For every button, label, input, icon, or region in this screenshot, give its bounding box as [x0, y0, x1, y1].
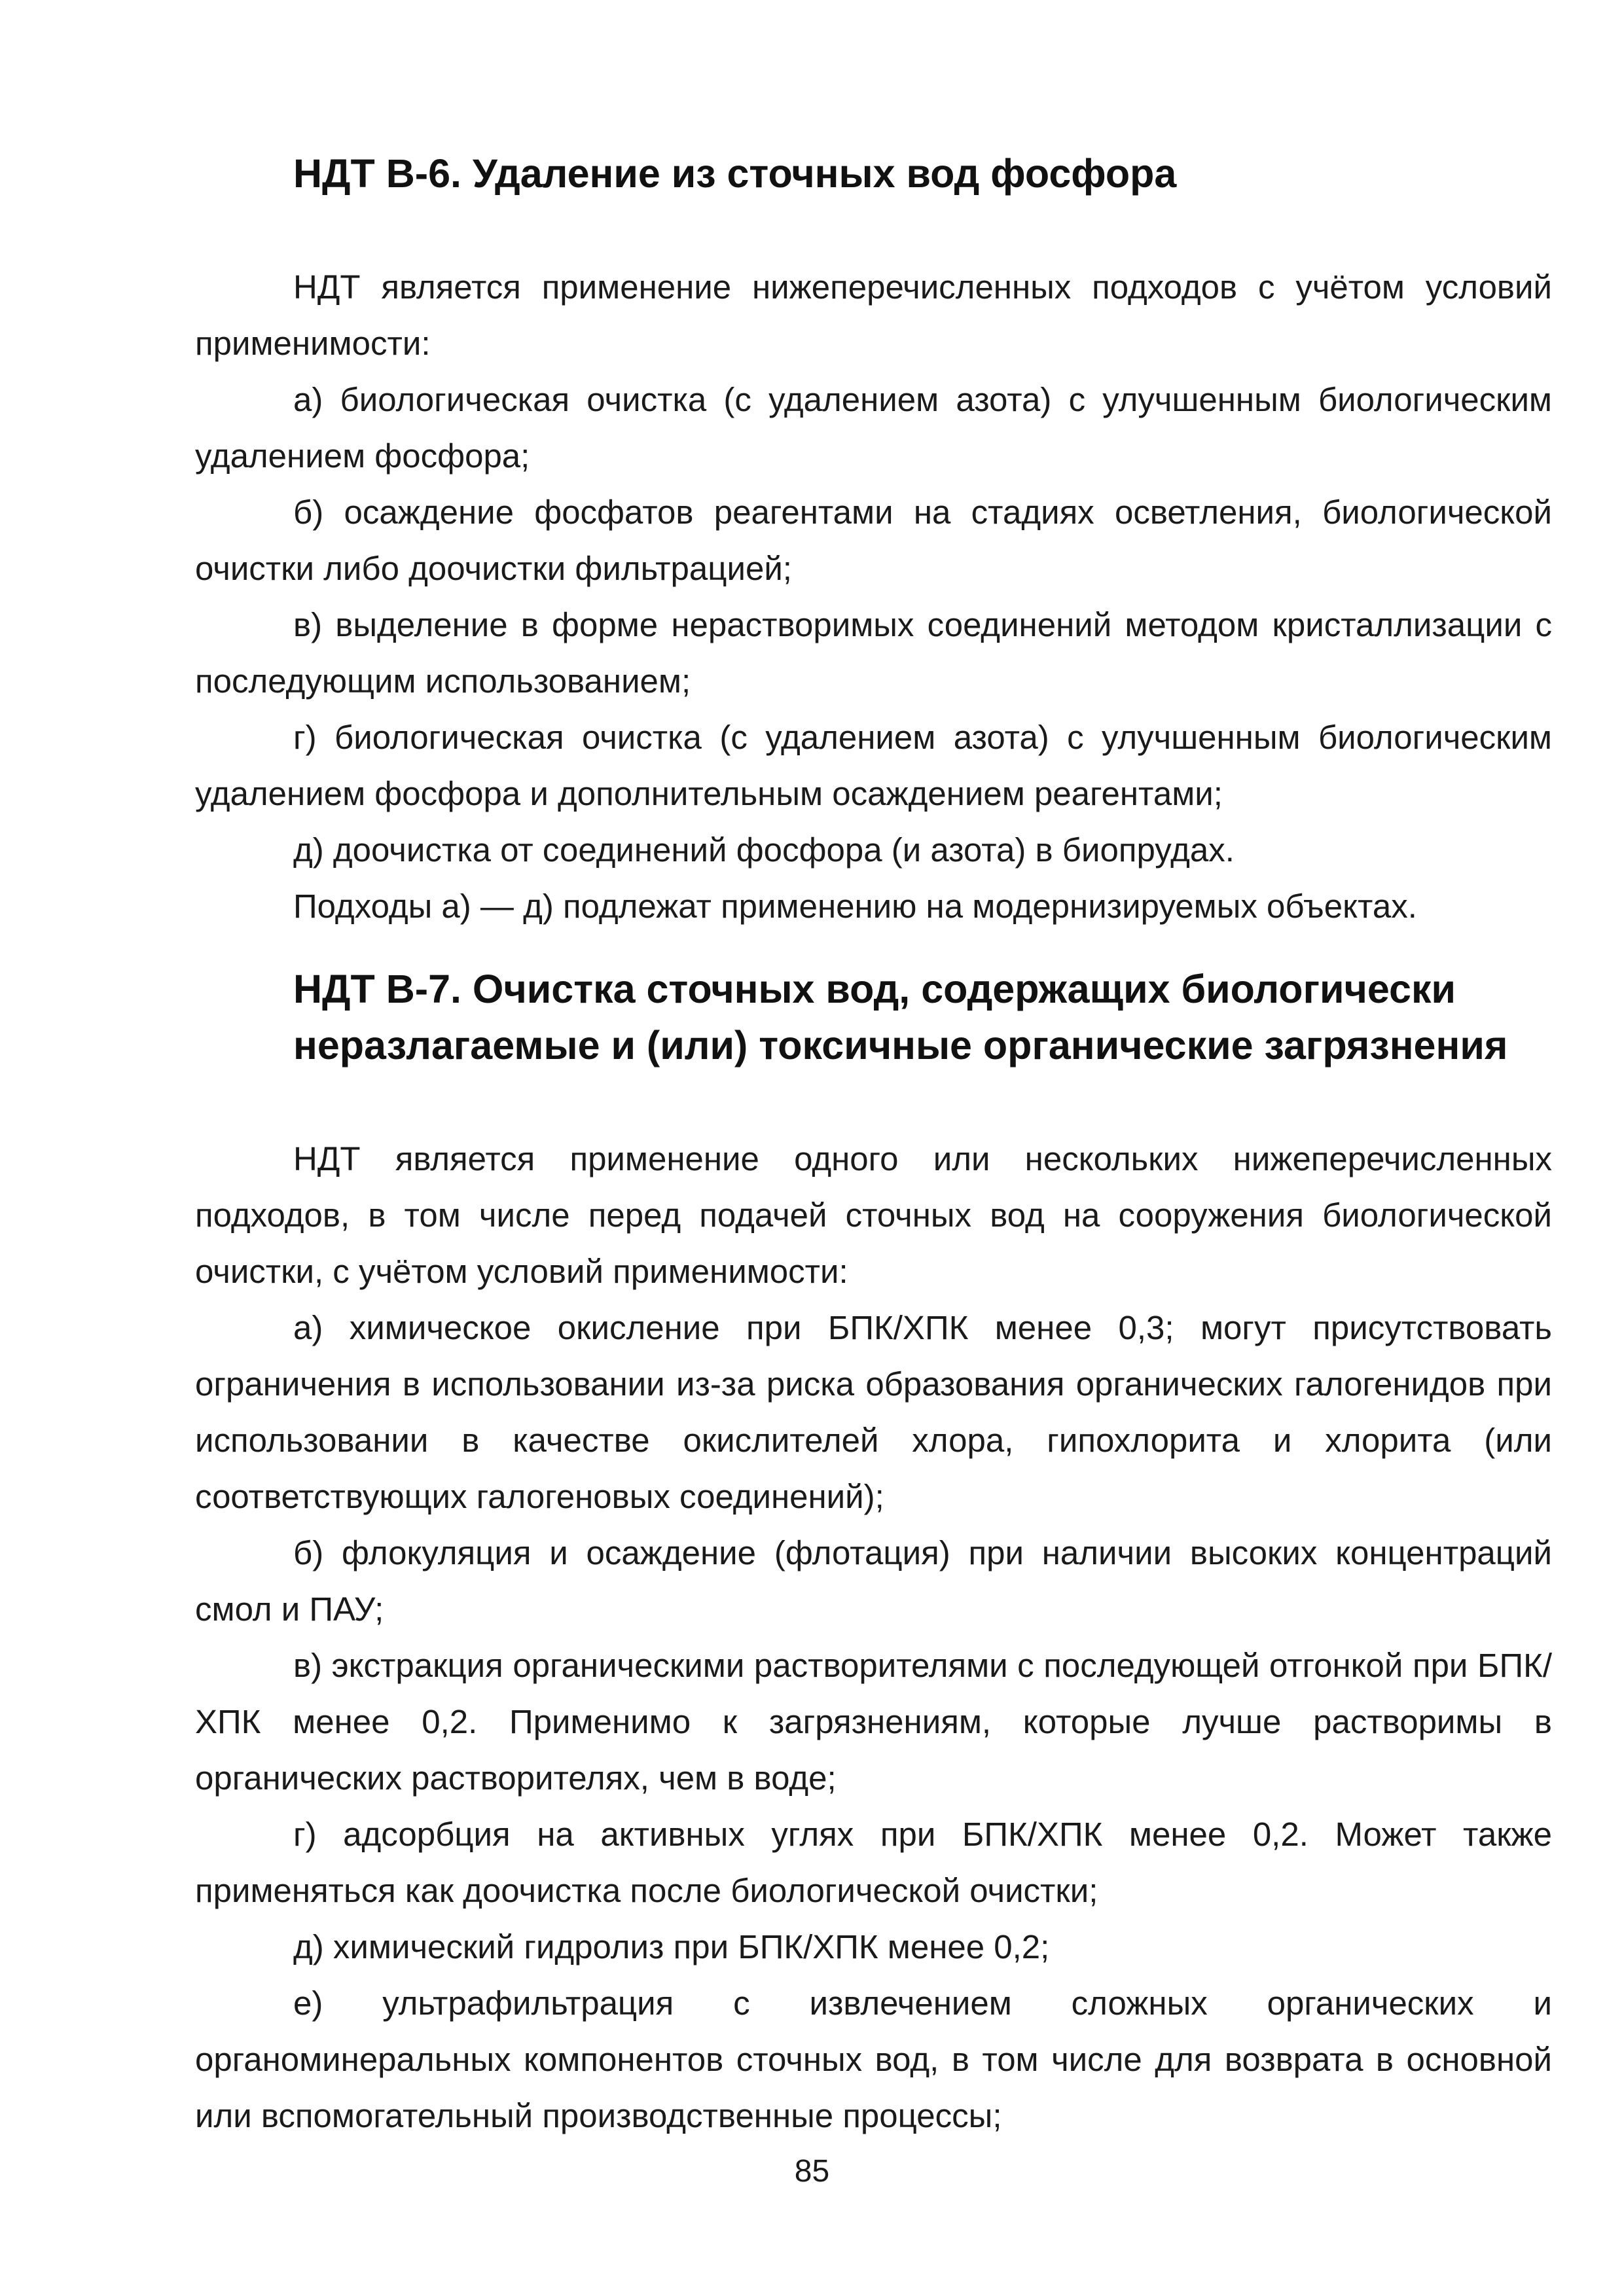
section-b6-intro: НДТ является применение нижеперечисленных подходов с учётом условий применимости: — [195, 268, 1552, 362]
section-b6-item-e: д) доочистка от соединений фосфора (и азота) в биопрудах. — [293, 831, 1235, 869]
section-b7-item-e: д) химический гидролиз при БПК/ХПК менее 0,2; — [293, 1928, 1050, 1965]
section-b6-item-c: в) выделение в форме нерастворимых соединений методом кристаллизации с последующим использованием; — [195, 606, 1552, 700]
section-b6-item-b: б) осаждение фосфатов реагентами на стадиях осветления, биологической очистки либо доочистки фильтрацией; — [195, 493, 1552, 587]
section-b7-item-a: а) химическое окисление при БПК/ХПК менее 0,3; могут присутствовать ограничения в использовании из-за риска образования органических галогенидов при использовании в качестве окислителей хлора, гипохлорита и хлорита (или соответствующих галогеновых соединений); — [195, 1309, 1552, 1515]
section-b7-item-b: б) флокуляция и осаждение (флотация) при наличии высоких концентраций смол и ПАУ; — [195, 1534, 1552, 1628]
section-b6-heading: НДТ В-6. Удаление из сточных вод фосфора — [293, 151, 1177, 196]
section-spacer — [195, 935, 1552, 961]
section-b7-item-d: г) адсорбция на активных углях при БПК/ХПК менее 0,2. Может также применяться как доочистка после биологической очистки; — [195, 1816, 1552, 1909]
section-b7-item-f: е) ультрафильтрация с извлечением сложных органических и органоминеральных компонентов сточных вод, в том числе для возврата в основной или вспомогательный производственные процессы; — [195, 1984, 1552, 2134]
page-content — [195, 145, 1552, 2144]
section-b6-note: Подходы а) — д) подлежат применению на модернизируемых объектах. — [293, 888, 1417, 925]
section-b7-item-c: в) экстракция органическими растворителями с последующей отгонкой при БПК/ХПК менее 0,2. Применимо к загрязнениям, которые лучше растворимы в органических растворителях, чем в воде; — [195, 1647, 1552, 1797]
section-b6-item-a: а) биологическая очистка (с удалением азота) с улучшенным биологическим удалением фосфора; — [195, 381, 1552, 475]
section-b7-heading: НДТ В-7. Очистка сточных вод, содержащих биологически неразлагаемые и (или) токсичные органические загрязнения — [293, 967, 1508, 1067]
section-b6-item-d: г) биологическая очистка (с удалением азота) с улучшенным биологическим удалением фосфора и дополнительным осаждением реагентами; — [195, 719, 1552, 812]
section-b7-intro: НДТ является применение одного или нескольких нижеперечисленных подходов, в том числе перед подачей сточных вод на сооружения биологической очистки, с учётом условий применимости: — [195, 1140, 1552, 1290]
page-number: 85 — [794, 2154, 830, 2189]
